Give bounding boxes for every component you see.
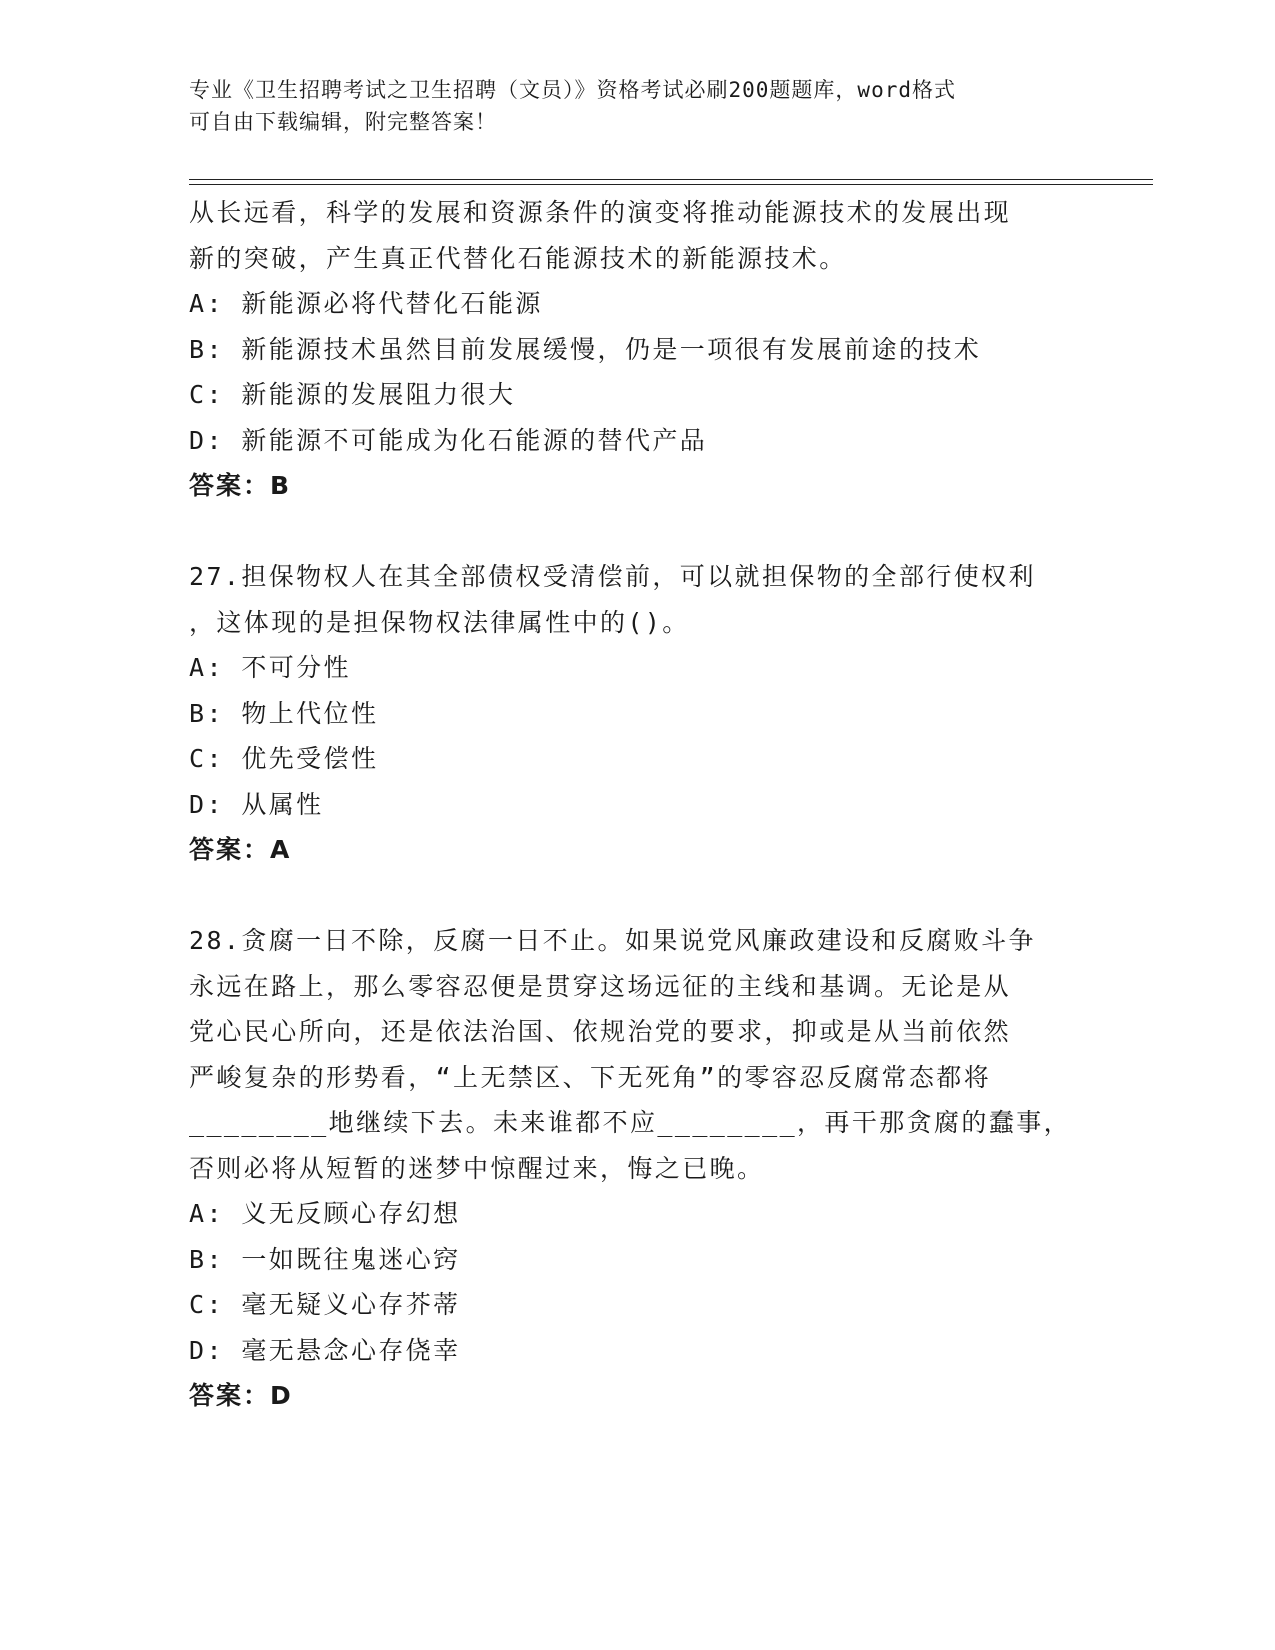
question-stem-line: 从长远看，科学的发展和资源条件的演变将推动能源技术的发展出现 [189, 198, 1012, 227]
header-divider-top [189, 179, 1153, 180]
question-stem-line: 27.担保物权人在其全部债权受清偿前，可以就担保物的全部行使权利 [189, 562, 1036, 591]
answer-label: 答案：A [189, 835, 292, 864]
option-b: B: 一如既往鬼迷心窍 [189, 1244, 461, 1274]
question-gap [189, 509, 1089, 555]
question-stem-line: 28.贪腐一日不除，反腐一日不止。如果说党风廉政建设和反腐败斗争 [189, 926, 1036, 955]
question-stem-line: ________地继续下去。未来谁都不应________，再干那贪腐的蠢事， [189, 1108, 1072, 1137]
option-d: D: 毫无悬念心存侥幸 [189, 1335, 461, 1365]
document-header [189, 74, 1089, 138]
option-d: D: 新能源不可能成为化石能源的替代产品 [189, 425, 708, 455]
question-gap [189, 873, 1089, 919]
question-list [189, 190, 1089, 1419]
question-stem-line: 否则必将从短暂的迷梦中惊醒过来，悔之已晚。 [189, 1153, 765, 1183]
option-c: C: 优先受偿性 [189, 744, 379, 773]
option-a: A: 不可分性 [189, 653, 351, 682]
answer-label: 答案：D [189, 1381, 293, 1410]
header-divider-bottom [189, 184, 1153, 185]
option-a: A: 新能源必将代替化石能源 [189, 289, 543, 318]
option-a: A: 义无反顾心存幻想 [189, 1199, 461, 1228]
answer-label: 答案：B [189, 471, 292, 500]
question-28 [189, 918, 1089, 1419]
option-d: D: 从属性 [189, 789, 324, 819]
option-c: C: 毫无疑义心存芥蒂 [189, 1290, 461, 1319]
question-stem-line: 新的突破，产生真正代替化石能源技术的新能源技术。 [189, 243, 847, 273]
header-line-1: 专业《卫生招聘考试之卫生招聘（文员）》资格考试必刷200题题库，word格式 [189, 78, 956, 102]
question-27 [189, 554, 1089, 873]
question-stem-line: 永远在路上，那么零容忍便是贯穿这场远征的主线和基调。无论是从 [189, 971, 1012, 1001]
option-b: B: 新能源技术虽然目前发展缓慢，仍是一项很有发展前途的技术 [189, 334, 982, 364]
option-c: C: 新能源的发展阻力很大 [189, 380, 516, 409]
question-stem-line: 党心民心所向，还是依法治国、依规治党的要求，抑或是从当前依然 [189, 1017, 1012, 1046]
question-stem-line: 严峻复杂的形势看，“上无禁区、下无死角”的零容忍反腐常态都将 [189, 1062, 992, 1092]
header-line-2: 可自由下载编辑，附完整答案！ [189, 110, 497, 134]
option-b: B: 物上代位性 [189, 698, 379, 728]
question-26 [189, 190, 1089, 509]
question-stem-line: ，这体现的是担保物权法律属性中的()。 [189, 607, 690, 637]
